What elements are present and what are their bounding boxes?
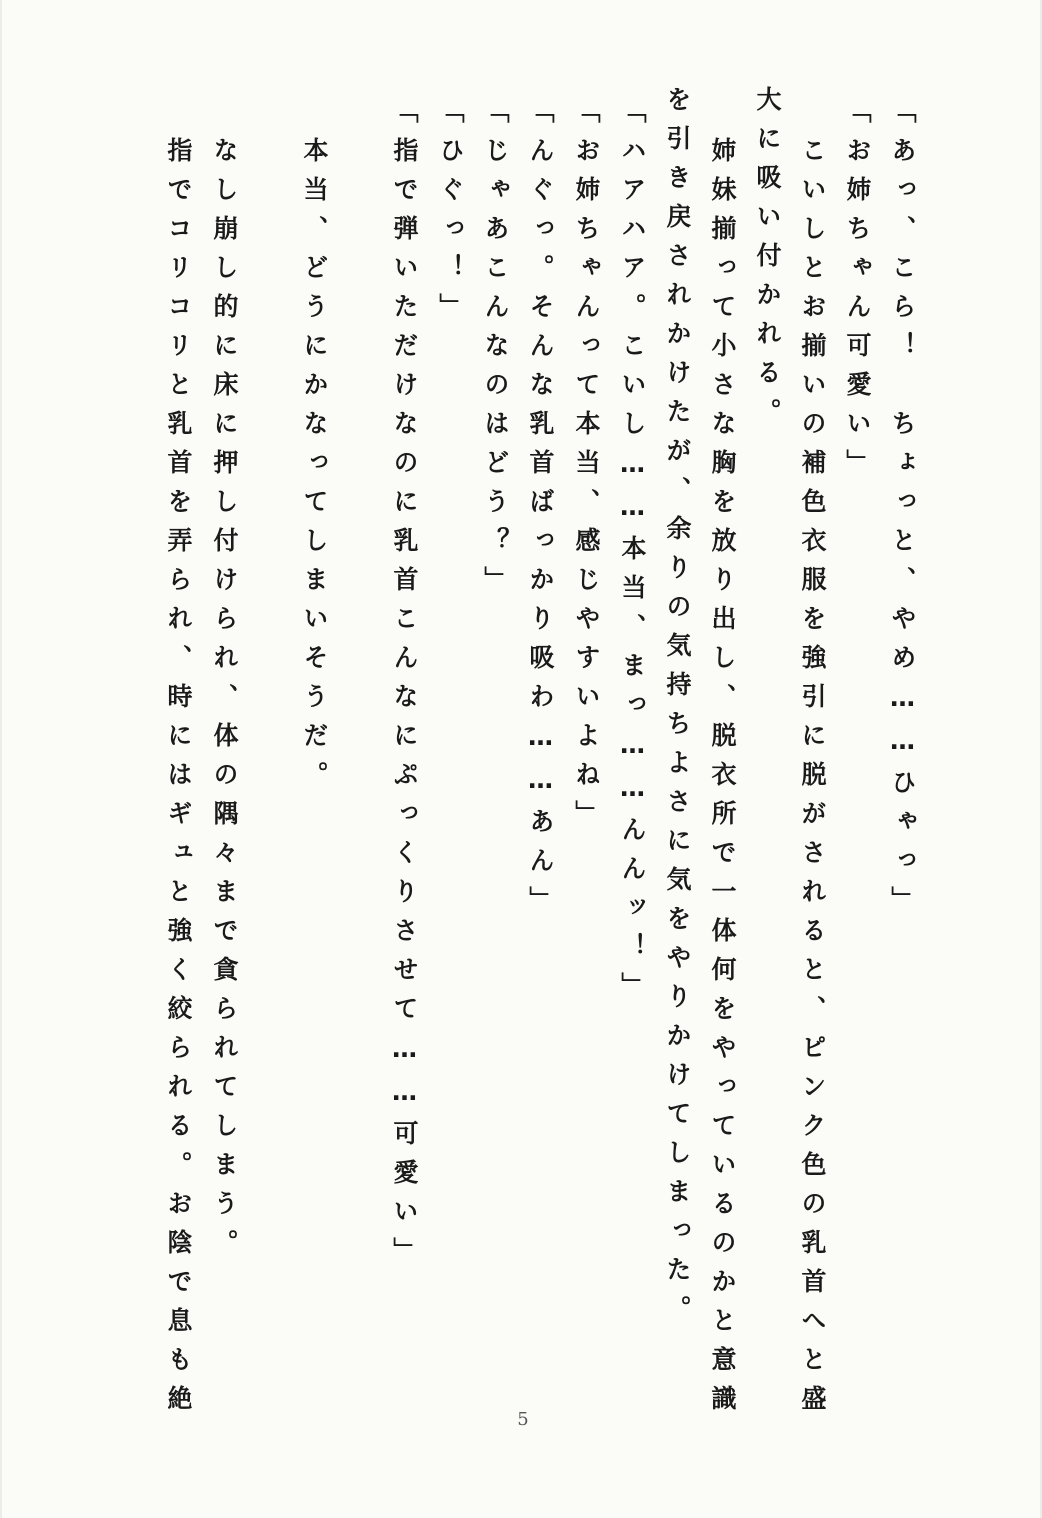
text-line-6: を引き戻されかけたが、余りの気持ちよさに気をやりかけてしまった。	[663, 86, 692, 1334]
text-line-1: 「あっ、こら！ ちょっと、やめ……ひゃっ」	[888, 98, 917, 925]
text-line-12: 「指で弾いただけなのに乳首こんなにぷっくりさせて……可愛い」	[390, 98, 419, 1276]
text-line-9: 「んぐっ。そんな乳首ばっかり吸わ……あん」	[526, 98, 555, 925]
text-line-2: 「お姉ちゃん可愛い」	[843, 98, 872, 488]
text-line-5: 姉妹揃って小さな胸を放り出し、脱衣所で一体何をやっているのかと意識	[708, 98, 737, 1424]
text-line-8: 「お姉ちゃんって本当、感じやすいよね」	[572, 98, 601, 839]
text-line-11: 「ひぐっ！」	[436, 98, 465, 332]
page-number: 5	[517, 1409, 529, 1430]
text-line-15: 指でコリコリと乳首を弄られ、時にはギュと強く絞られる。お陰で息も絶	[164, 98, 193, 1424]
text-line-13: 本当、どうにかなってしまいそうだ。	[300, 98, 329, 800]
text-line-10: 「じゃあこんなのはどう？」	[481, 98, 510, 605]
text-line-4: 大に吸い付かれる。	[753, 86, 782, 437]
text-line-14: なし崩し的に床に押し付けられ、体の隅々まで貪られてしまう。	[210, 98, 239, 1268]
text-line-3: こいしとお揃いの補色衣服を強引に脱がされると、ピンク色の乳首へと盛	[798, 98, 827, 1424]
text-line-7: 「ハアハア。こいし……本当、まっ……んんッ！」	[618, 98, 647, 1011]
